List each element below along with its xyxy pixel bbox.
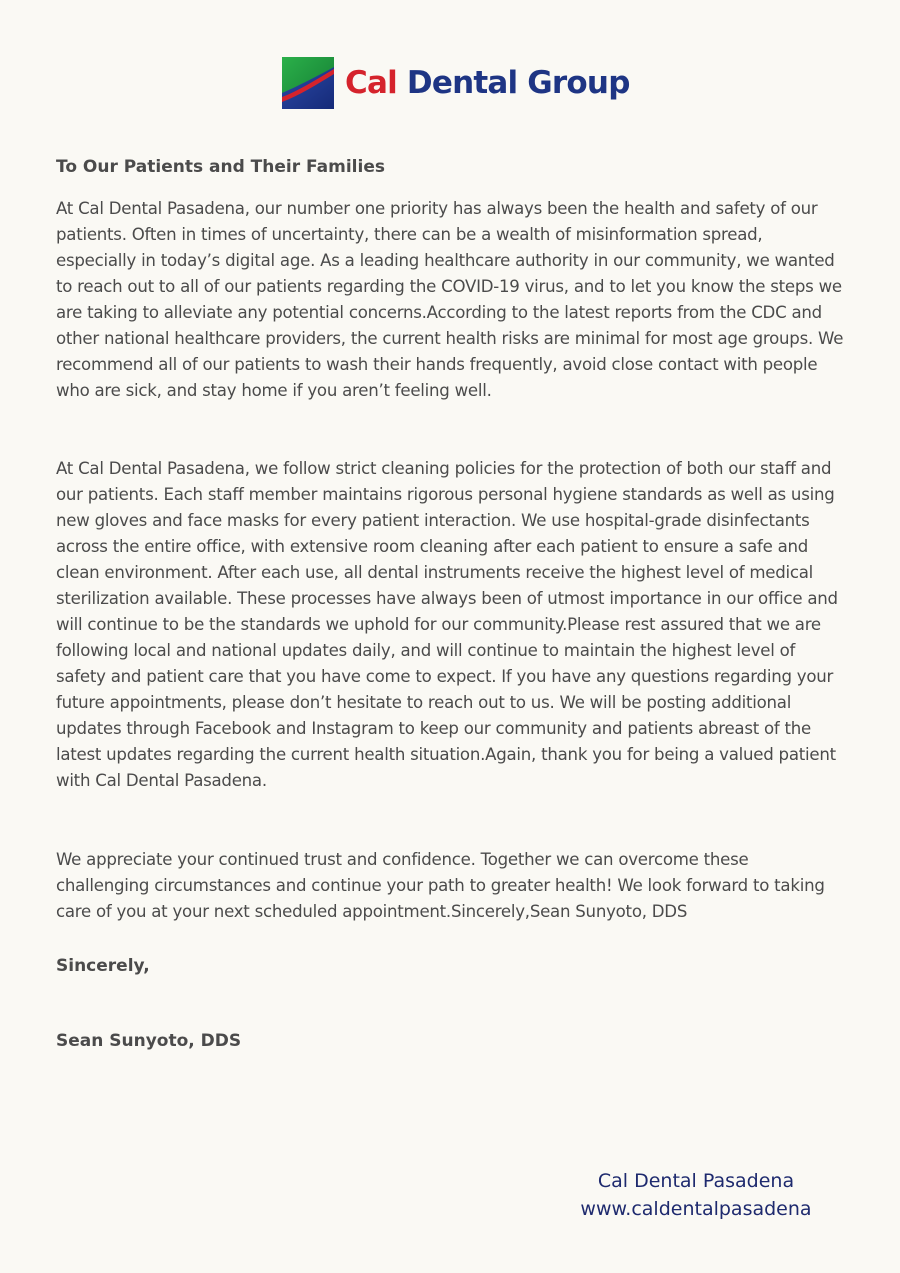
footer-practice-name: Cal Dental Pasadena	[597, 1170, 795, 1192]
letter-signer: Sean Sunyoto, DDS	[56, 1031, 242, 1051]
brand-name-rest: Dental Group	[406, 65, 630, 101]
letter-paragraph-2: At Cal Dental Pasadena, we follow strict cleaning policies for the protection of both our staff and our patients. Each staff member maintains rigorous personal hygiene standards as well as using new gloves and face masks for every patient interaction. We use hospital-grade disinfectants across the entire office, with extensive room cleaning after each patient to ensure a safe and clean environment. After each use, all dental instruments receive the highest level of medical sterilization available. These processes have always been of utmost importance in our office and will continue to be the standards we uphold for our community.Please rest assured that we are following local and national updates daily, and will continue to maintain the highest level of safety and patient care that you have come to expect. If you have any questions regarding your future appointments, please don’t hesitate to reach out to us. We will be posting additional updates through Facebook and Instagram to keep our community and patients abreast of the latest updates regarding the current health situation.Again, thank you for being a valued patient with Cal Dental Pasadena.	[56, 459, 838, 790]
footer-contact	[560, 1167, 832, 1223]
brand-name	[345, 57, 630, 109]
brand-logo	[282, 57, 630, 109]
letter-salutation: To Our Patients and Their Families	[56, 157, 385, 177]
letter-closing: Sincerely,	[56, 956, 150, 976]
footer-website[interactable]: www.caldentalpasadena	[580, 1198, 812, 1220]
letter-paragraph-1: At Cal Dental Pasadena, our number one priority has always been the health and safety of our patients. Often in times of uncertainty, there can be a wealth of misinformation spread, especially in today’s digital age. As a leading healthcare authority in our community, we wanted to reach out to all of our patients regarding the COVID-19 virus, and to let you know the steps we are taking to alleviate any potential concerns.According to the latest reports from the CDC and other national healthcare providers, the current health risks are minimal for most age groups. We recommend all of our patients to wash their hands frequently, avoid close contact with people who are sick, and stay home if you aren’t feeling well.	[56, 199, 844, 400]
brand-name-cal: Cal	[345, 65, 397, 101]
letter-paragraph-3: We appreciate your continued trust and confidence. Together we can overcome these challenging circumstances and continue your path to greater health! We look forward to taking care of you at your next scheduled appointment.Sincerely,Sean Sunyoto, DDS	[56, 850, 825, 921]
cal-dental-logo-mark-icon	[282, 57, 334, 109]
